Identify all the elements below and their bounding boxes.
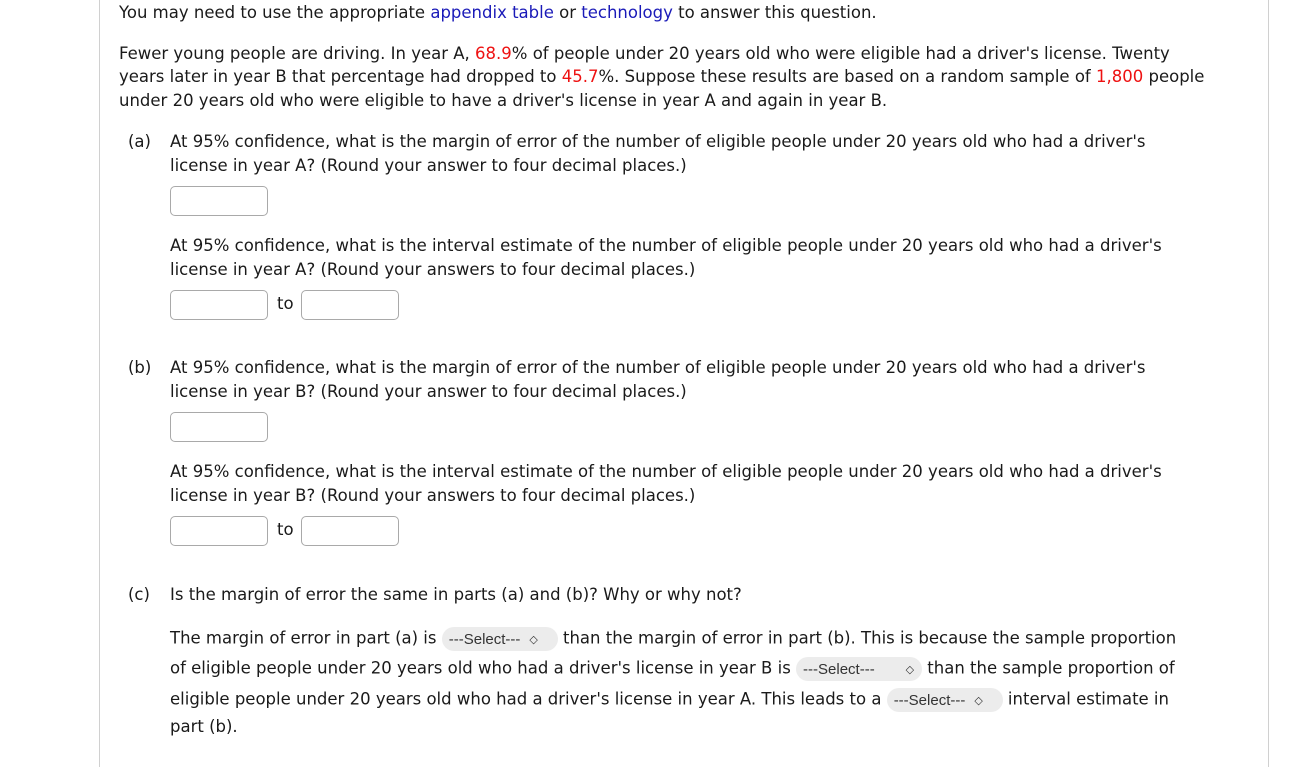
percent-year-b: 45.7 [561,67,599,86]
chevron-updown-icon: ◇ [905,663,915,676]
part-b-q1-line-2: license in year B? (Round your answer to four decimal places.) [170,382,687,401]
chevron-updown-icon: ◇ [529,633,538,646]
sample-size: 1,800 [1095,67,1144,86]
part-b-label: (b) [128,358,152,377]
part-a-margin-of-error-input[interactable] [170,186,268,216]
chevron-updown-icon: ◇ [974,694,983,707]
problem-line-3: under 20 years old who were eligible to have a driver's license in year A and again in year B. [119,91,888,110]
part-a-q2-line-1: At 95% confidence, what is the interval estimate of the number of eligible people under 20 years old who had a driver's [170,236,1162,255]
part-a-label: (a) [128,132,151,151]
part-b-to-label: to [277,520,294,539]
part-c-sentence-4: part (b). [170,717,238,736]
part-a-interval-upper-input[interactable] [301,290,399,320]
problem-line-1: Fewer young people are driving. In year A, 68.9% of people under 20 years old who were eligible had a driver's license. Twenty [119,44,1170,63]
comparison-select-2[interactable]: ---Select--- ◇ [796,657,922,681]
percent-year-a: 68.9 [475,44,512,63]
part-a-interval-lower-input[interactable] [170,290,268,320]
part-c-sentence-2: of eligible people under 20 years old who had a driver's license in year B is ---Select--- ◇ than the sample proportion of [170,657,1175,681]
part-c-sentence-3: eligible people under 20 years old who had a driver's license in year A. This leads to a ---Select--- ◇ interval estimate in [170,688,1169,712]
intro-line: You may need to use the appropriate appendix table or technology to answer this question. [119,3,877,22]
part-a-q1-line-1: At 95% confidence, what is the margin of error of the number of eligible people under 20 years old who had a driver's [170,132,1146,151]
comparison-select-1[interactable]: ---Select--- ◇ [442,627,558,651]
part-c-sentence-1: The margin of error in part (a) is ---Select--- ◇ than the margin of error in part (b). This is because the sample proportion [170,627,1176,651]
part-b-interval-upper-input[interactable] [301,516,399,546]
part-b-margin-of-error-input[interactable] [170,412,268,442]
interval-width-select[interactable]: ---Select--- ◇ [887,688,1003,712]
part-c-label: (c) [128,585,150,604]
problem-line-2: years later in year B that percentage had dropped to 45.7%. Suppose these results are based on a random sample of 1,800 people [119,67,1205,86]
appendix-table-link[interactable]: appendix table [430,3,554,22]
technology-link[interactable]: technology [581,3,673,22]
part-b-q1-line-1: At 95% confidence, what is the margin of error of the number of eligible people under 20 years old who had a driver's [170,358,1146,377]
part-b-q2-line-2: license in year B? (Round your answers to four decimal places.) [170,486,696,505]
part-a-q1-line-2: license in year A? (Round your answer to four decimal places.) [170,156,687,175]
part-b-interval-lower-input[interactable] [170,516,268,546]
part-b-q2-line-1: At 95% confidence, what is the interval estimate of the number of eligible people under 20 years old who had a driver's [170,462,1162,481]
part-a-q2-line-2: license in year A? (Round your answers to four decimal places.) [170,260,696,279]
part-c-question: Is the margin of error the same in parts (a) and (b)? Why or why not? [170,585,742,604]
part-a-to-label: to [277,294,294,313]
